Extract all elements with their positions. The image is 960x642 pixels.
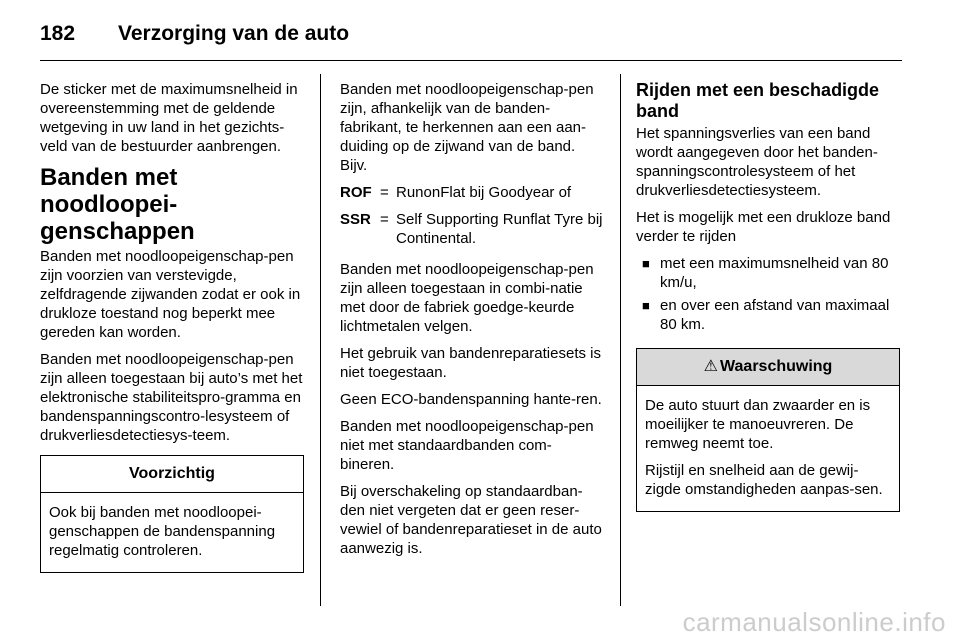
warning-text-1: De auto stuurt dan zwaarder en is moeilijker te manoeuvreren. De remweg neemt toe. xyxy=(645,397,871,452)
warning-box xyxy=(636,348,900,512)
abbr-row-ssr xyxy=(340,210,604,248)
damaged-paragraph-1: Het spanningsverlies van een band wordt aangegeven door het banden-spanningscontrolesysteem of het drukverliesdetectiesysteem. xyxy=(636,125,878,199)
caution-text: Ook bij banden met noodloopei-genschappen de bandenspanning regelmatig controleren. xyxy=(49,504,276,559)
switch-paragraph: Bij overschakeling op standaardban-den niet vergeten dat er geen reser-vewiel of bandenreparatieset in de auto aanwezig is. xyxy=(340,483,602,557)
abbr-value: Self Supporting Runflat Tyre bij Continental. xyxy=(396,211,603,247)
column-divider-left xyxy=(320,74,321,606)
eco-pressure-paragraph: Geen ECO-bandenspanning hante-ren. xyxy=(340,391,602,408)
caution-title: Voorzichtig xyxy=(41,456,303,493)
combine-paragraph: Banden met noodloopeigenschap-pen niet met standaardbanden com-bineren. xyxy=(340,418,594,473)
identification-paragraph: Banden met noodloopeigenschap-pen zijn, afhankelijk van de banden-fabrikant, te herkennen aan een aan-duiding op de zijwand van de band. Bijv. xyxy=(340,81,594,174)
damaged-paragraph-2: Het is mogelijk met een drukloze band verder te rijden xyxy=(636,209,891,245)
bullet-square-icon: ■ xyxy=(642,256,650,271)
list-item xyxy=(636,254,900,292)
section-heading-damaged-tyre: Rijden met een beschadigde band xyxy=(636,80,880,121)
column-3 xyxy=(636,80,900,512)
column-2 xyxy=(340,80,604,566)
abbr-row-rof xyxy=(340,183,604,202)
runflat-paragraph-2: Banden met noodloopeigenschap-pen zijn alleen toegestaan bij auto’s met het elektronische stabiliteitspro-gramma en bandenspanningscontro-lesysteem of drukverliesdetectiesys-teem. xyxy=(40,351,303,444)
abbr-key: SSR xyxy=(340,211,371,228)
abbr-equals: = xyxy=(380,211,389,228)
header-rule xyxy=(40,60,902,61)
list-item xyxy=(636,296,900,334)
page-header xyxy=(40,14,902,54)
warning-header xyxy=(637,349,899,386)
page-number: 182 xyxy=(40,22,76,45)
list-item-text: met een maximumsnelheid van 80 km/u, xyxy=(660,255,889,291)
column-divider-right xyxy=(620,74,621,606)
abbr-value: RunonFlat bij Goodyear of xyxy=(396,184,572,201)
bullet-square-icon: ■ xyxy=(642,298,650,313)
rims-paragraph: Banden met noodloopeigenschap-pen zijn alleen toegestaan in combi-natie met door de fabriek goedge-keurde lichtmetalen velgen. xyxy=(340,261,594,335)
warning-title: Waarschuwing xyxy=(720,358,833,375)
watermark: carmanualsonline.info xyxy=(682,607,946,637)
caution-box xyxy=(40,455,304,573)
abbr-equals: = xyxy=(380,184,389,201)
intro-paragraph: De sticker met de maximumsnelheid in overeenstemming met de geldende wetgeving in uw land in het gezichts-veld van de bestuurder aanbrengen. xyxy=(40,81,298,155)
section-heading-runflat: Banden met noodloopei-genschappen xyxy=(40,164,195,245)
warning-triangle-icon: ⚠ xyxy=(703,358,719,375)
list-item-text: en over een afstand van maximaal 80 km. xyxy=(660,297,890,333)
abbr-key: ROF xyxy=(340,184,372,201)
repair-kit-paragraph: Het gebruik van bandenreparatiesets is niet toegestaan. xyxy=(340,345,601,381)
runflat-paragraph-1: Banden met noodloopeigenschap-pen zijn voorzien van verstevigde, zelfdragende zijwanden zodat er ook in drukloze toestand nog beperkt mee gereden kan worden. xyxy=(40,248,301,341)
column-1 xyxy=(40,80,304,573)
page-title: Verzorging van de auto xyxy=(118,22,350,45)
warning-text-2: Rijstijl en snelheid aan de gewij-zigde omstandigheden aanpas-sen. xyxy=(645,462,883,498)
